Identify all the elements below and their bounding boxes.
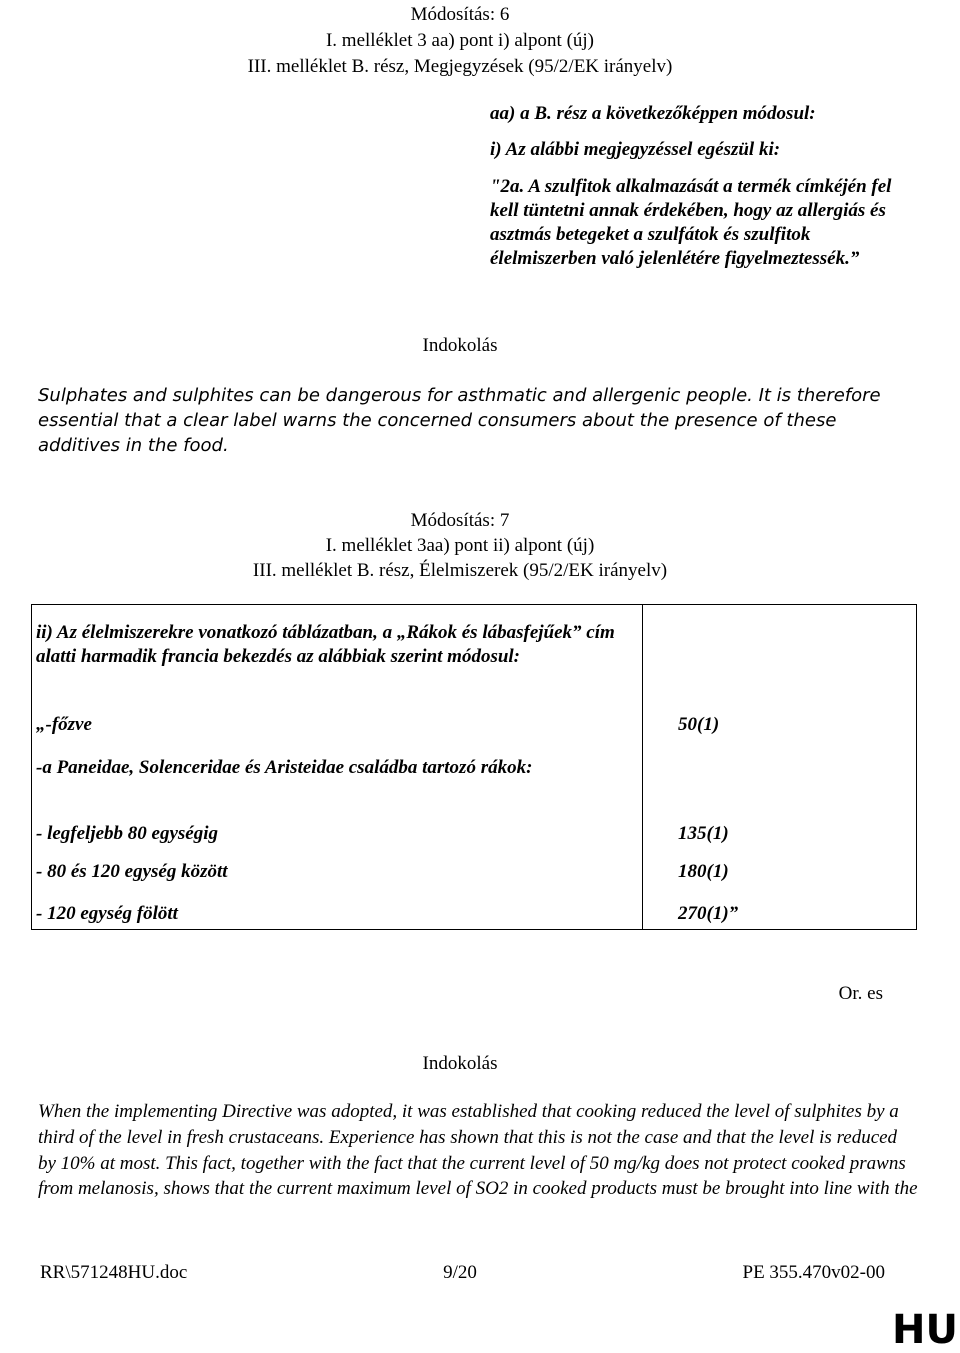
amendment-7-directive-ref: III. melléklet B. rész, Élelmiszerek (95/2/EK irányelv) bbox=[252, 560, 668, 581]
original-language: Or. es bbox=[838, 983, 883, 1004]
amendment-6-para-3: "2a. A szulfitok alkalmazását a termék címkéjén fel kell tüntetni annak érdekében, hogy az allergiás és asztmás betegeket a szulfátok és szulfitok élelmiszerben való jelenlétére figyelmeztessék.” bbox=[490, 176, 892, 269]
amendment-6-para-1: aa) a B. rész a következőképpen módosul: bbox=[490, 103, 816, 124]
justification-1-text: Sulphates and sulphites can be dangerous for asthmatic and allergenic people. It is therefore essential that a clear label warns the concerned consumers about the presence of these additives in the food. bbox=[38, 385, 881, 456]
justification-1-label: Indokolás bbox=[422, 335, 498, 356]
amendment-6-para-2: i) Az alábbi megjegyzéssel egészül ki: bbox=[490, 139, 781, 160]
justification-2-text: When the implementing Directive was adopted, it was established that cooking reduced the level of sulphites by a third of the level in fresh crustaceans. Experience has shown that this is not the case and that the level is reduced by 10% at most. This fact, together with the fact that the current level of 50 mg/kg does not protect cooked prawns from melanosis, shows that the current maximum level of SO2 in cooked products must be brought into line with the bbox=[38, 1101, 918, 1200]
amendment-7-title: Módosítás: 7 bbox=[410, 510, 510, 531]
table-row-80-120-label: - 80 és 120 egység között bbox=[36, 861, 228, 882]
footer-page-number: 9/20 bbox=[443, 1262, 477, 1283]
table-row-over-120-label: - 120 egység fölött bbox=[36, 903, 178, 924]
table-column-divider bbox=[642, 605, 643, 929]
amendment-7-header bbox=[160, 508, 760, 583]
amendment-6-text bbox=[490, 102, 910, 271]
table-row-up-to-80-value: 135(1) bbox=[678, 823, 729, 844]
amendment-6-title: Módosítás: 6 bbox=[410, 4, 510, 25]
table-row-cooked-label: „-főzve bbox=[36, 714, 92, 735]
amendment-6-header bbox=[160, 2, 760, 80]
table-row-cooked-value: 50(1) bbox=[678, 714, 720, 735]
table-row-over-120-value: 270(1)” bbox=[678, 903, 739, 924]
footer-pe-ref: PE 355.470v02-00 bbox=[742, 1262, 885, 1283]
amendment-table bbox=[31, 604, 917, 930]
language-code: HU bbox=[892, 1307, 958, 1353]
amendment-7-annex-ref: I. melléklet 3aa) pont ii) alpont (új) bbox=[325, 535, 595, 556]
table-intro: ii) Az élelmiszerekre vonatkozó táblázatban, a „Rákok és lábasfejűek” cím alatti harmadik francia bekezdés az alábbiak szerint módosul: bbox=[36, 622, 615, 667]
table-row-species-label: -a Paneidae, Solenceridae és Aristeidae családba tartozó rákok: bbox=[36, 757, 533, 778]
amendment-6-annex-ref: I. melléklet 3 aa) pont i) alpont (új) bbox=[325, 30, 595, 51]
table-row-80-120-value: 180(1) bbox=[678, 861, 729, 882]
table-row-up-to-80-label: - legfeljebb 80 egységig bbox=[36, 823, 219, 844]
footer-doc-ref: RR\571248HU.doc bbox=[40, 1262, 188, 1283]
justification-2-label: Indokolás bbox=[422, 1053, 498, 1074]
amendment-6-directive-ref: III. melléklet B. rész, Megjegyzések (95/2/EK irányelv) bbox=[247, 56, 673, 77]
